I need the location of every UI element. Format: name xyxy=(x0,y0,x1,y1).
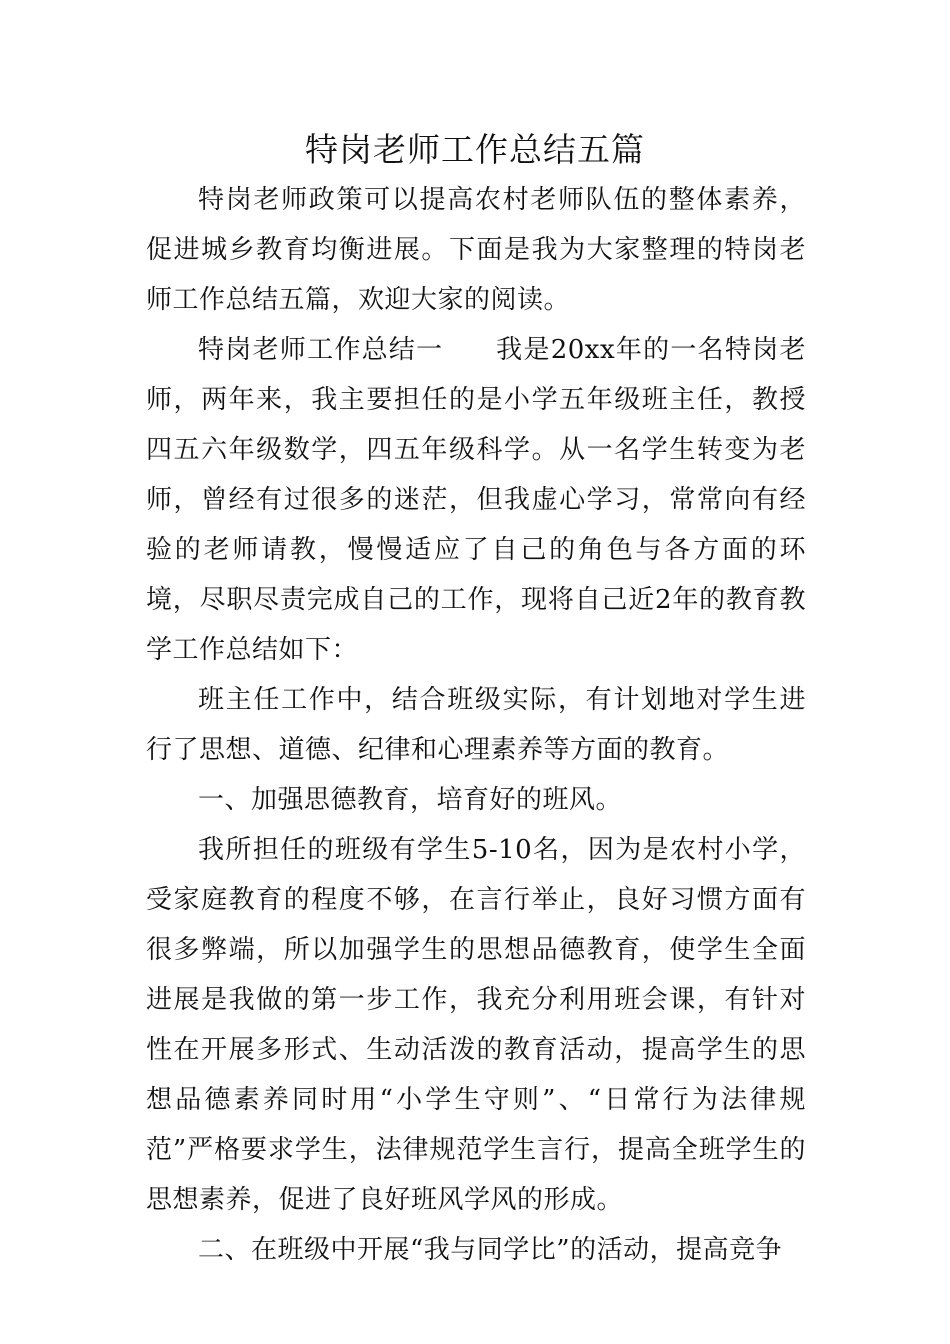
paragraph-intro: 特岗老师政策可以提高农村老师队伍的整体素养，促进城乡教育均衡进展。下面是我为大家整理的特岗老师工作总结五篇，欢迎大家的阅读。 xyxy=(146,185,806,315)
section-one-heading: 特岗老师工作总结一 xyxy=(198,335,444,365)
section-one-body: 我是20xx年的一名特岗老师，两年来，我主要担任的是小学五年级班主任，教授四五六年级数学，四五年级科学。从一名学生转变为老师，曾经有过很多的迷茫，但我虚心学习，常常向有经验的老师请教，慢慢适应了自己的角色与各方面的环境，尽职尽责完成自己的工作，现将自己近2年的教育教学工作总结如下： xyxy=(146,335,806,665)
paragraph-point-one-body: 我所担任的班级有学生5-10名，因为是农村小学，受家庭教育的程度不够，在言行举止，良好习惯方面有很多弊端，所以加强学生的思想品德教育，使学生全面进展是我做的第一步工作，我充分利用班会课，有针对性在开展多形式、生动活泼的教育活动，提高学生的思想品德素养同时用“小学生守则”、“日常行为法律规范”严格要求学生，法律规范学生言行，提高全班学生的思想素养，促进了良好班风学风的形成。 xyxy=(146,835,806,1215)
document-body xyxy=(146,175,806,1275)
paragraph-class-teacher: 班主任工作中，结合班级实际，有计划地对学生进行了思想、道德、纪律和心理素养等方面的教育。 xyxy=(146,685,806,765)
paragraph-section-one xyxy=(146,325,806,675)
paragraph-point-two-heading: 二、在班级中开展“我与同学比”的活动，提高竞争 xyxy=(198,1235,783,1265)
document-title: 特岗老师工作总结五篇 xyxy=(305,130,645,169)
paragraph-point-one-heading: 一、加强思德教育，培育好的班风。 xyxy=(198,785,623,815)
